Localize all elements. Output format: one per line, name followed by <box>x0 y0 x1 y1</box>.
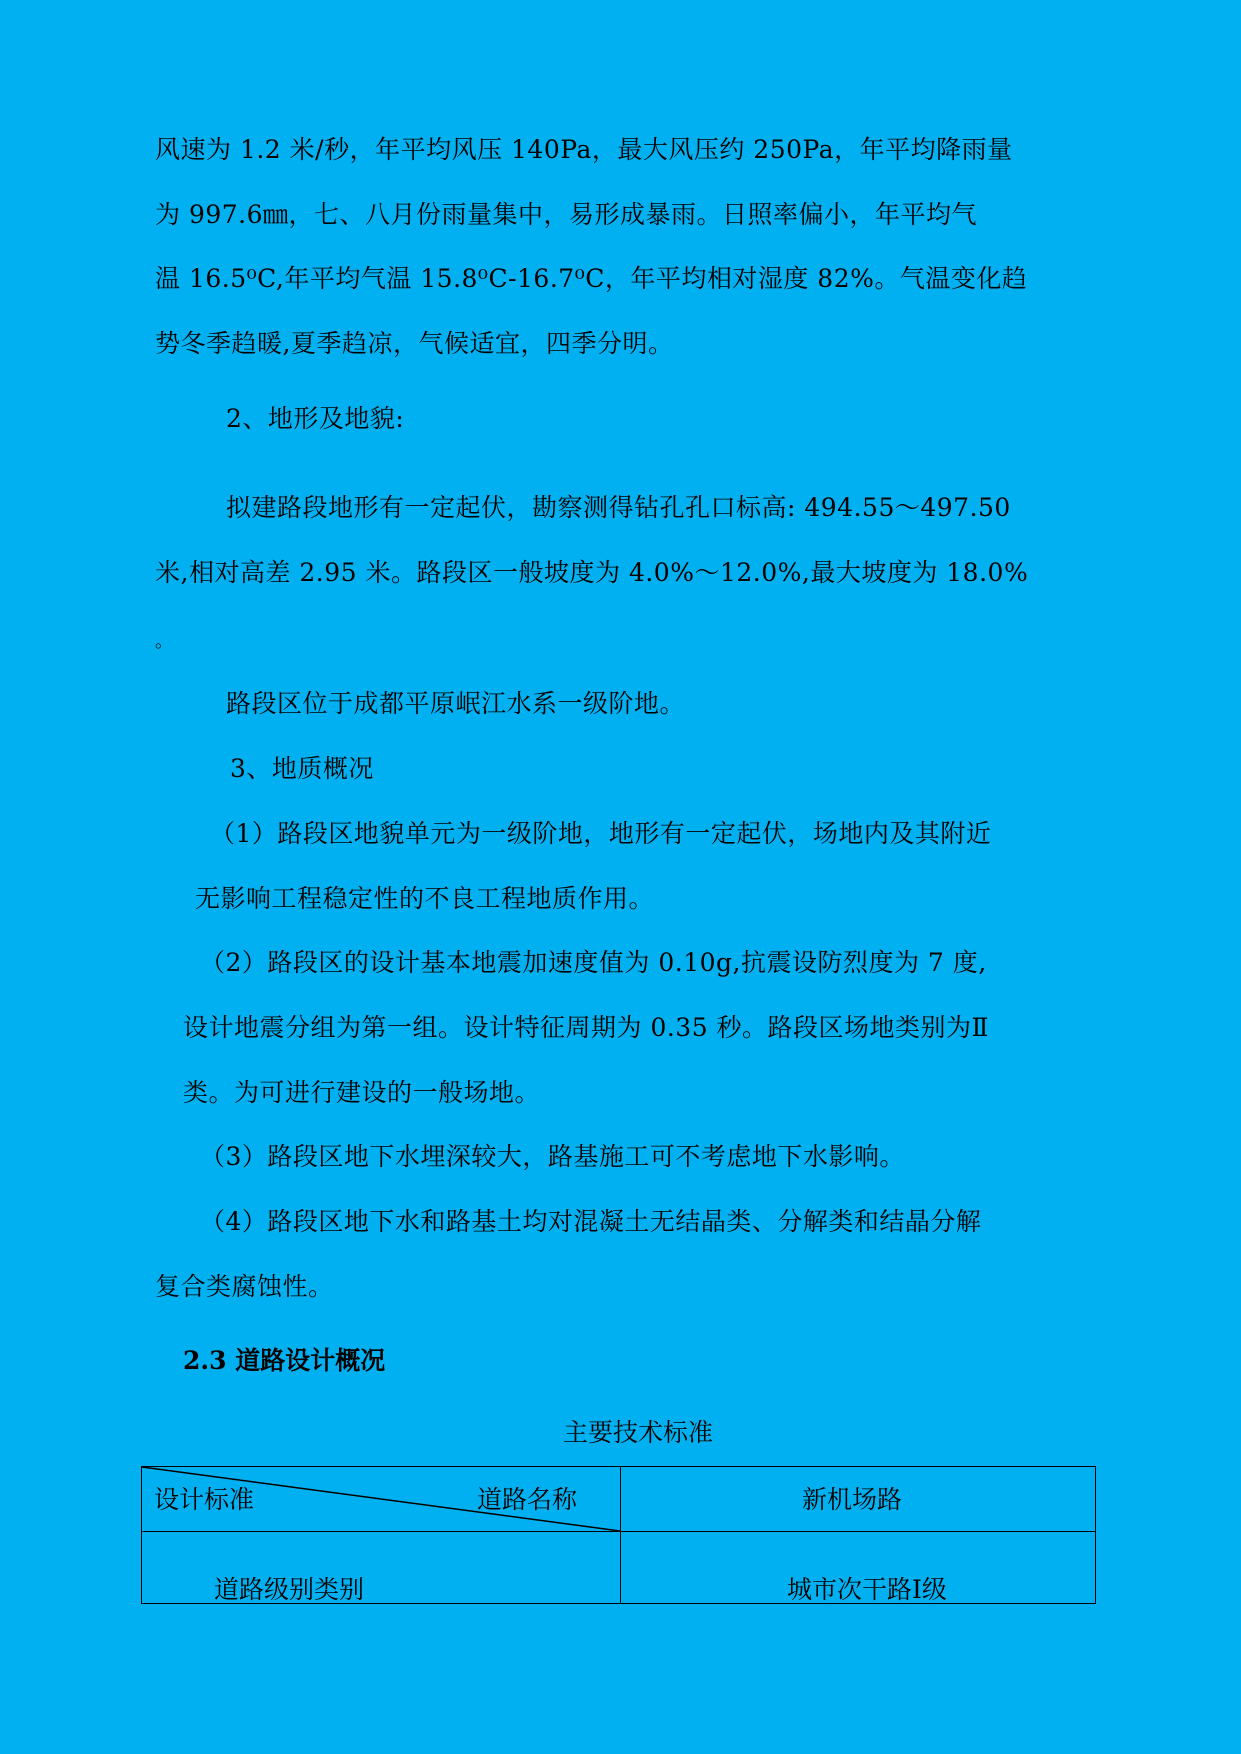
table-header-road-value: 新机场路 <box>802 1485 903 1514</box>
table-header-road-name: 道路名称 <box>477 1485 578 1514</box>
item-4-line-2: 复合类腐蚀性。 <box>155 1272 334 1301</box>
table-row-divider <box>142 1531 1095 1532</box>
paragraph-1-line-2: 为 997.6㎜，七、八月份雨量集中，易形成暴雨。日照率偏小，年平均气 <box>155 200 978 229</box>
paragraph-2-line-2: 米,相对高差 2.95 米。路段区一般坡度为 4.0%～12.0%,最大坡度为 18.0% <box>155 558 1029 587</box>
item-4-line-1: （4）路段区地下水和路基土均对混凝土无结晶类、分解类和结晶分解 <box>200 1207 982 1236</box>
item-2-line-3: 类。为可进行建设的一般场地。 <box>183 1078 541 1107</box>
table-row-1-label: 道路级别类别 <box>214 1575 365 1604</box>
item-1-line-2: 无影响工程稳定性的不良工程地质作用。 <box>195 884 655 913</box>
item-2-line-1: （2）路段区的设计基本地震加速度值为 0.10g,抗震设防烈度为 7 度, <box>200 948 987 977</box>
item-2-line-2: 设计地震分组为第一组。设计特征周期为 0.35 秒。路段区场地类别为Ⅱ <box>183 1013 990 1042</box>
paragraph-2-line-1: 拟建路段地形有一定起伏，勘察测得钻孔孔口标高: 494.55～497.50 <box>226 493 1011 522</box>
paragraph-1-line-1: 风速为 1.2 米/秒，年平均风压 140Pa，最大风压约 250Pa，年平均降雨量 <box>155 135 1013 164</box>
paragraph-3: 路段区位于成都平原岷江水系一级阶地。 <box>226 689 686 718</box>
paragraph-1-line-3: 温 16.5⁰C,年平均气温 15.8⁰C-16.7⁰C，年平均相对湿度 82%。气温变化趋 <box>155 264 1028 293</box>
table-column-divider <box>620 1467 621 1603</box>
item-3: （3）路段区地下水埋深较大，路基施工可不考虑地下水影响。 <box>200 1142 905 1171</box>
table-caption: 主要技术标准 <box>563 1418 714 1447</box>
section-3-title: 3、地质概况 <box>230 754 374 783</box>
table-row-1-value: 城市次干路Ⅰ级 <box>787 1575 947 1604</box>
paragraph-1-line-4: 势冬季趋暖,夏季趋凉，气候适宜，四季分明。 <box>155 329 674 358</box>
standards-table <box>141 1466 1096 1604</box>
section-2-title: 2、地形及地貌: <box>226 404 405 433</box>
item-1-line-1: （1）路段区地貌单元为一级阶地，地形有一定起伏，场地内及其附近 <box>210 819 992 848</box>
table-header-design-standard: 设计标准 <box>154 1485 255 1514</box>
section-heading: 2.3 道路设计概况 <box>183 1346 386 1375</box>
paragraph-2-line-3: 。 <box>155 631 174 652</box>
